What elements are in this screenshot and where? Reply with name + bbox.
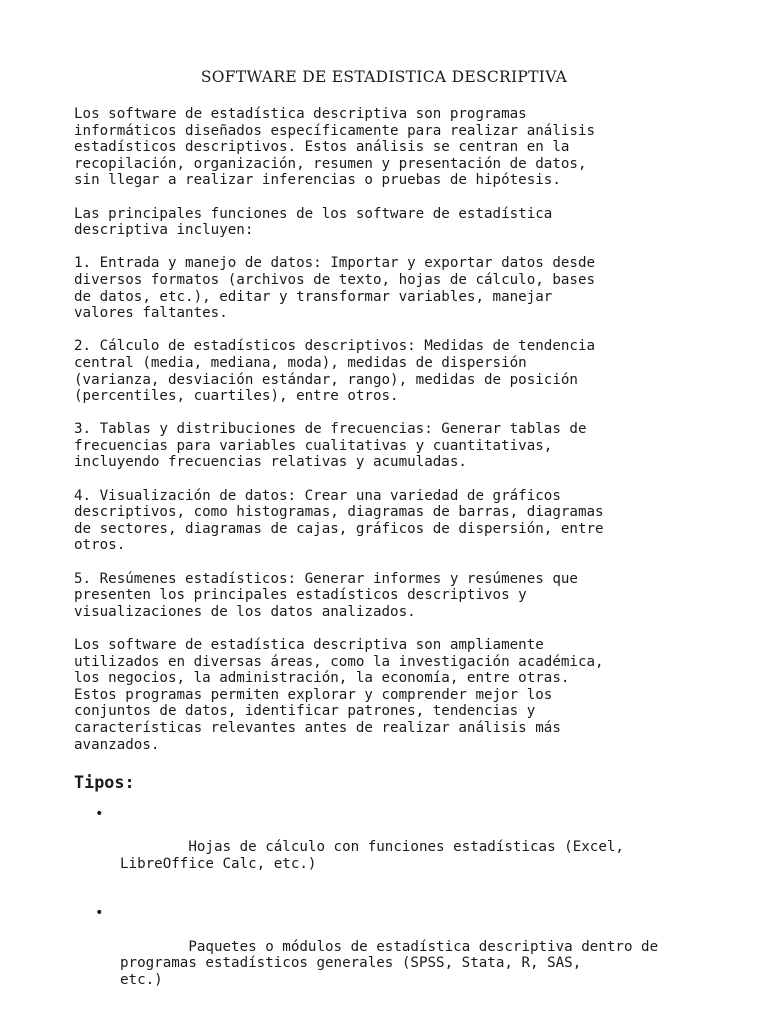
bullet-icon: • [95,905,104,922]
intro-paragraph: Los software de estadística descriptiva son programas informáticos diseñados específicamente para realizar análisis estadísticos descriptivos. Estos análisis se centran en la recopilación, organización, resumen y presentación de datos, sin llegar a realizar inferencias o pruebas de hipótesis. [74,106,596,189]
list-item-text: Hojas de cálculo con funciones estadísticas (Excel, LibreOffice Calc, etc.) [120,838,624,872]
bullet-icon: • [95,805,104,822]
function-item-summaries: 5. Resúmenes estadísticos: Generar informes y resúmenes que presenten los principales estadísticos descriptivos y visualizaciones de los datos analizados. [74,570,578,620]
function-item-frequency-tables: 3. Tablas y distribuciones de frecuencias: Generar tablas de frecuencias para variables cualitativas y cuantitativas, incluyendo frecuencias relativas y acumuladas. [74,421,587,471]
tipos-heading: Tipos: [74,771,135,792]
conclusion-paragraph: Los software de estadística descriptiva son ampliamente utilizados en diversas áreas, como la investigación académica, los negocios, la administración, la economía, entre otras. Estos programas permiten explorar y comprender mejor los conjuntos de datos, identificar patrones, tendencias y características relevantes antes de realizar análisis más avanzados. [74,637,604,753]
function-item-visualization: 4. Visualización de datos: Crear una variedad de gráficos descriptivos, como histogramas, diagramas de barras, diagramas de sectores, diagramas de cajas, gráficos de dispersión, entre otros. [74,487,604,554]
list-item [74,806,714,889]
functions-intro-paragraph: Las principales funciones de los software de estadística descriptiva incluyen: [74,205,553,239]
function-item-data-entry: 1. Entrada y manejo de datos: Importar y exportar datos desde diversos formatos (archivos de texto, hojas de cálculo, bases de datos, etc.), editar y transformar variables, manejar valores faltantes. [74,255,596,322]
list-item-text: Paquetes o módulos de estadística descriptiva dentro de programas estadísticos generales (SPSS, Stata, R, SAS, etc.) [120,938,659,988]
document-title: SOFTWARE DE ESTADISTICA DESCRIPTIVA [200,68,568,86]
tipos-list [74,806,714,1005]
list-item [74,905,714,1005]
document-body [74,106,714,1021]
function-item-descriptive-stats: 2. Cálculo de estadísticos descriptivos: Medidas de tendencia central (media, mediana, moda), medidas de dispersión (varianza, desviación estándar, rango), medidas de posición (percentiles, cuartiles), entre otros. [74,338,596,405]
